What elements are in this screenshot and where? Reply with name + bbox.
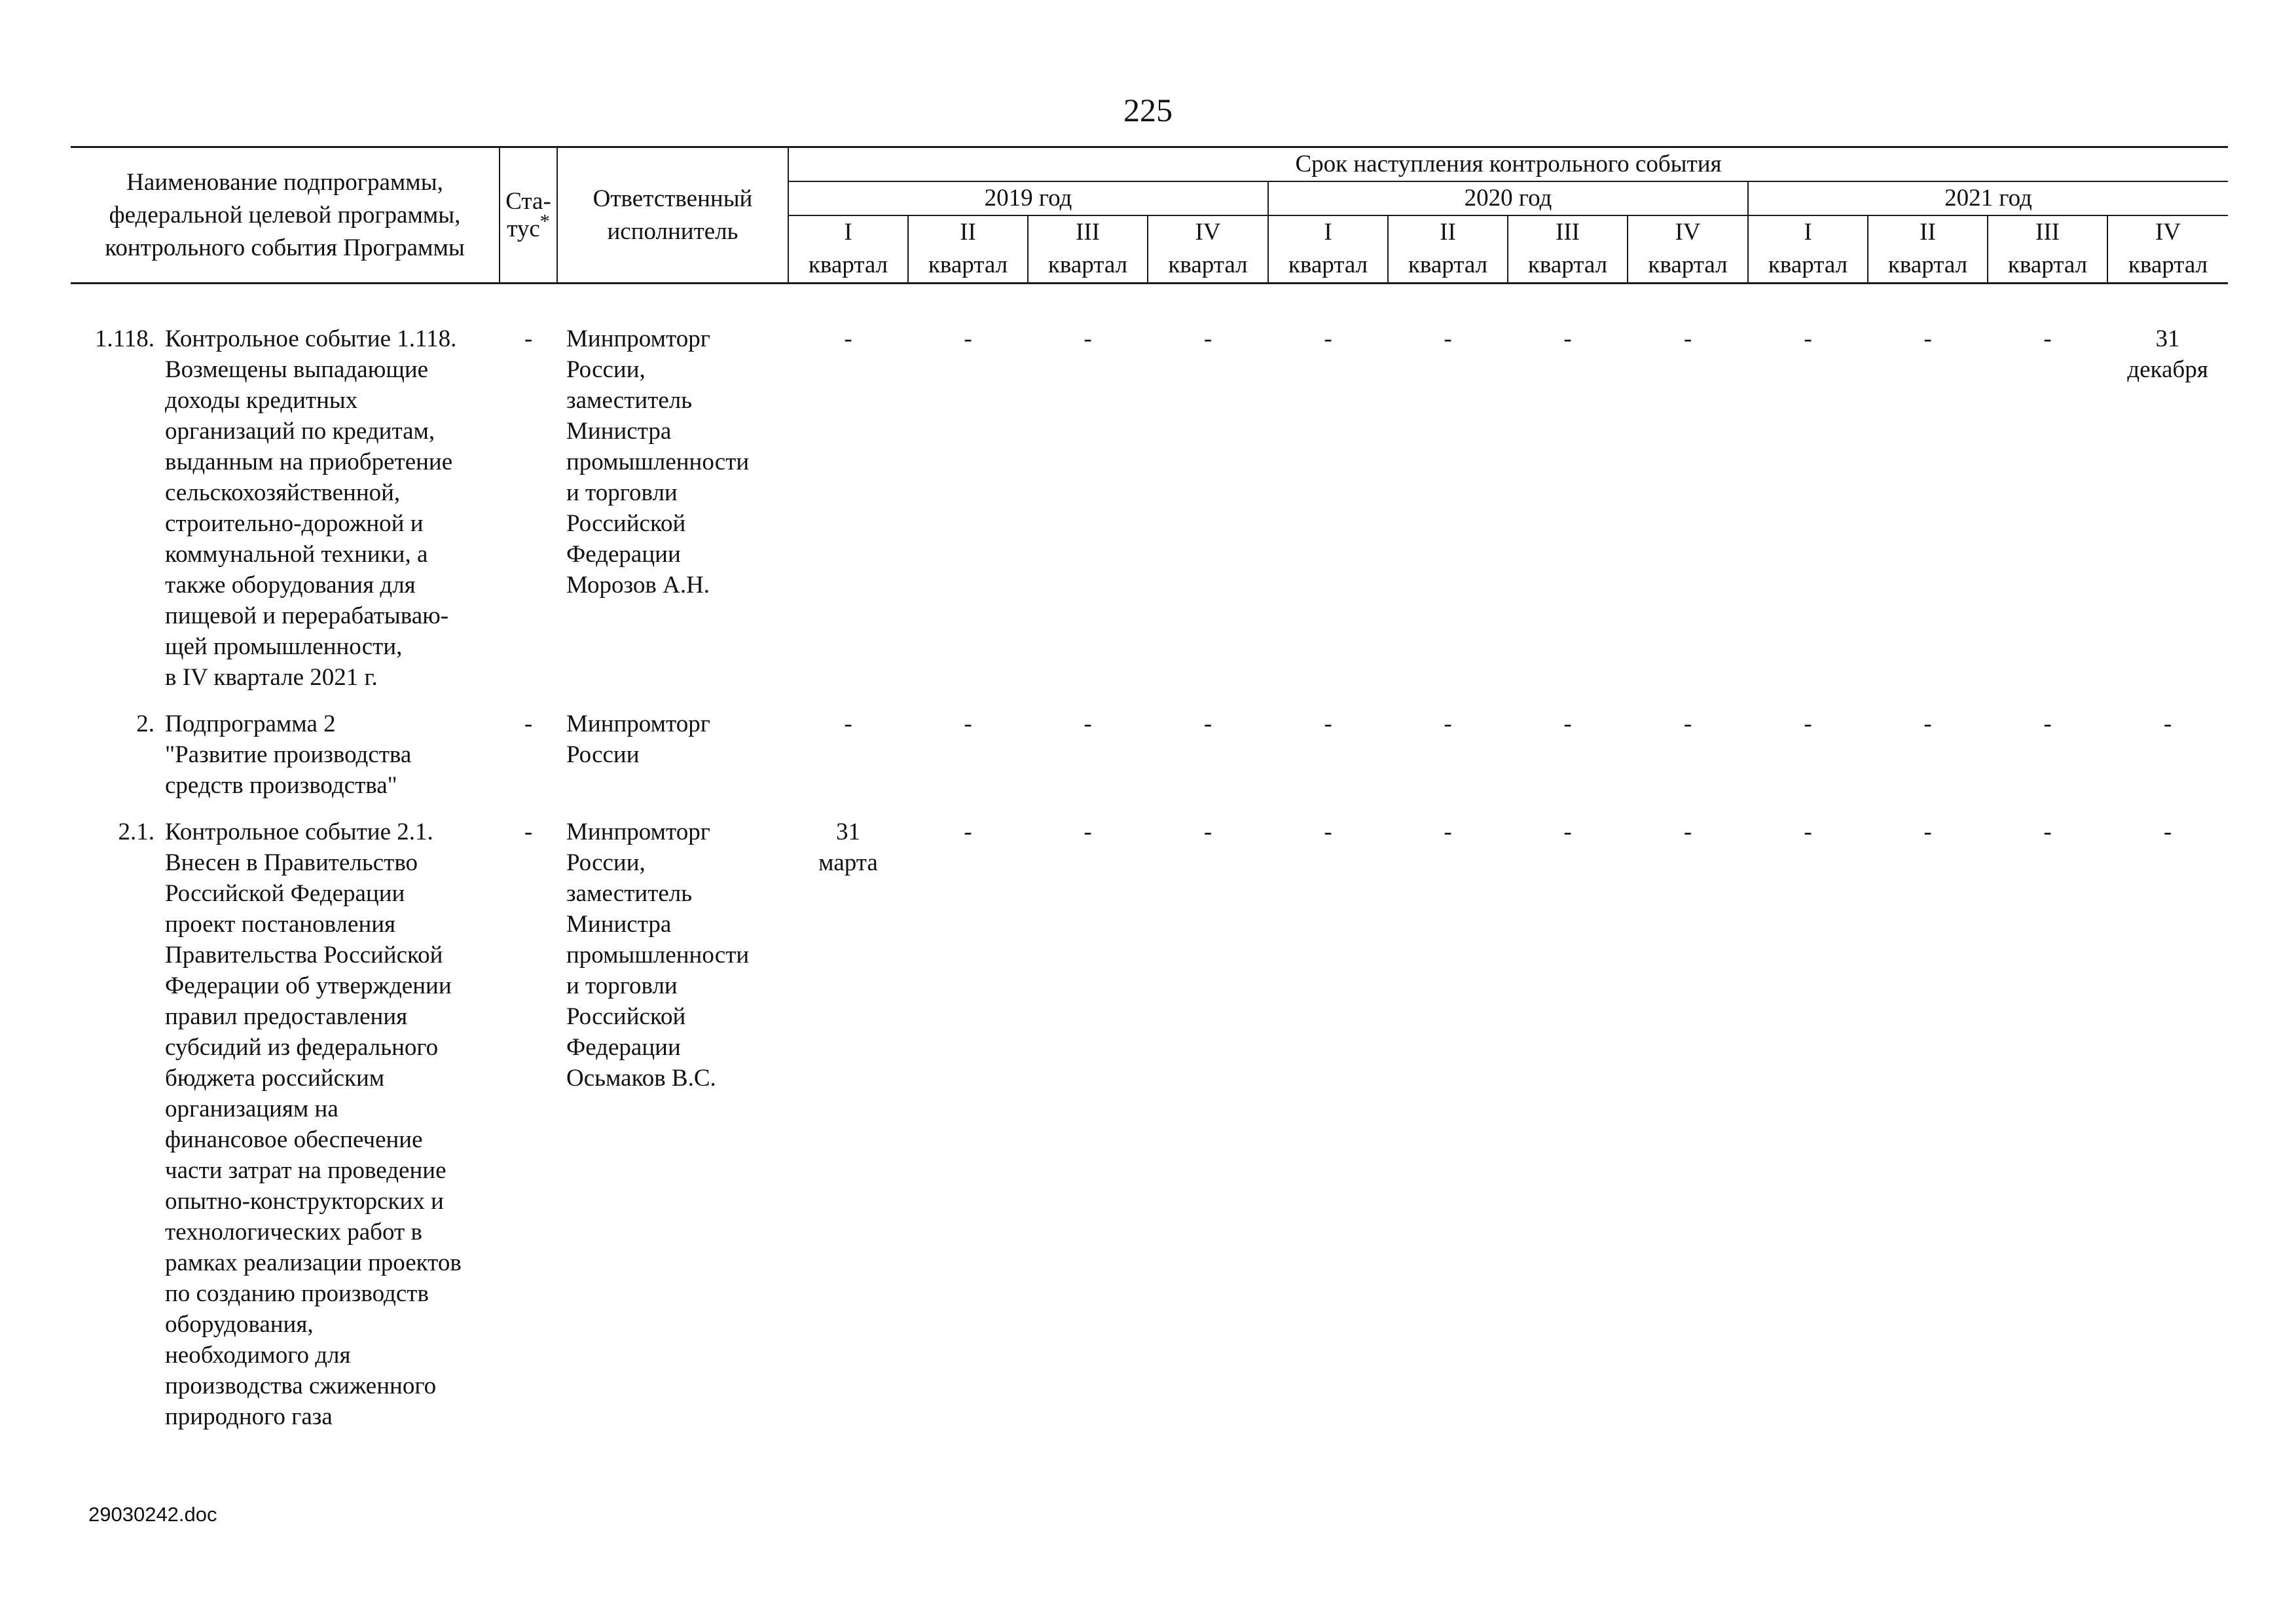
row-number: 2.1. xyxy=(118,819,155,845)
header-quarter-2019-4 xyxy=(1148,215,1268,284)
row-quarter-value: - xyxy=(1444,819,1452,845)
quarter-numeral: III xyxy=(1556,219,1580,246)
row-quarter-value: 31 декабря xyxy=(2127,325,2208,383)
row-quarter-value: - xyxy=(1563,819,1572,845)
row-quarter-value: - xyxy=(1563,325,1572,352)
header-year-2021: 2021 год xyxy=(1748,181,2228,215)
row-executor: Минпромторг России, заместитель Министра промышленности и торговли Российской Федерации Морозов А.Н. xyxy=(566,325,750,599)
row-quarter-value: - xyxy=(1923,710,1932,737)
header-year-2019: 2019 год xyxy=(788,181,1268,215)
quarter-word: квартал xyxy=(1527,251,1608,279)
row-executor: Минпромторг России, заместитель Министра промышленности и торговли Российской Федерации Осьмаков В.С. xyxy=(566,819,750,1092)
row-quarter-value: - xyxy=(1683,819,1692,845)
quarter-numeral: III xyxy=(2035,219,2060,246)
header-quarter-2021-1 xyxy=(1748,215,1868,284)
row-quarter-value: - xyxy=(1084,325,1092,352)
row-quarter-value: - xyxy=(1804,325,1812,352)
row-quarter-value: 31 марта xyxy=(818,819,878,876)
row-quarter-value: - xyxy=(2163,819,2172,845)
row-quarter-value: - xyxy=(1563,710,1572,737)
row-quarter-value: - xyxy=(1804,710,1812,737)
row-quarter-value: - xyxy=(1084,819,1092,845)
row-quarter-value: - xyxy=(1683,710,1692,737)
table-row xyxy=(71,817,2228,1432)
quarter-numeral: II xyxy=(960,219,976,246)
quarter-numeral: I xyxy=(844,219,852,246)
row-quarter-value: - xyxy=(964,710,972,737)
row-quarter-value: - xyxy=(1203,819,1212,845)
header-quarter-2020-2 xyxy=(1388,215,1508,284)
row-name: Подпрограмма 2 "Развитие производства средств производства" xyxy=(165,710,412,799)
quarter-numeral: II xyxy=(1440,219,1456,246)
row-quarter-value: - xyxy=(1444,710,1452,737)
row-quarter-value: - xyxy=(2043,819,2052,845)
row-quarter-value: - xyxy=(2043,710,2052,737)
row-quarter-value: - xyxy=(844,325,852,352)
header-quarter-2021-2 xyxy=(1868,215,1988,284)
row-name-cell xyxy=(71,709,500,801)
status-footnote-mark: * xyxy=(539,210,550,232)
quarter-numeral: IV xyxy=(1195,219,1221,246)
header-name-column: Наименование подпрограммы, федеральной целевой программы, контрольного события Программы xyxy=(71,147,500,284)
quarter-word: квартал xyxy=(1648,251,1728,279)
quarter-word: квартал xyxy=(2128,251,2208,279)
quarter-numeral: II xyxy=(1920,219,1936,246)
row-quarter-value: - xyxy=(964,325,972,352)
quarter-word: квартал xyxy=(928,251,1008,279)
row-status: - xyxy=(524,710,533,737)
row-status: - xyxy=(524,819,533,845)
header-quarter-2019-3 xyxy=(1028,215,1148,284)
header-status-column: Ста- тус* xyxy=(500,147,557,284)
control-events-table xyxy=(71,146,2228,1432)
table-row xyxy=(71,323,2228,693)
table-row xyxy=(71,709,2228,801)
quarter-word: квартал xyxy=(1408,251,1488,279)
row-quarter-value: - xyxy=(1324,325,1332,352)
header-period-title: Срок наступления контрольного события xyxy=(788,147,2228,181)
row-quarter-value: - xyxy=(1444,325,1452,352)
row-quarter-value: - xyxy=(1203,710,1212,737)
row-quarter-value: - xyxy=(1084,710,1092,737)
row-quarter-value: - xyxy=(1324,819,1332,845)
quarter-numeral: IV xyxy=(1675,219,1701,246)
header-quarter-2020-1 xyxy=(1268,215,1388,284)
row-name-cell xyxy=(71,323,500,693)
row-number: 1.118. xyxy=(94,325,155,352)
quarter-word: квартал xyxy=(1887,251,1968,279)
header-quarter-2019-2 xyxy=(908,215,1028,284)
header-year-2020: 2020 год xyxy=(1268,181,1748,215)
row-quarter-value: - xyxy=(2043,325,2052,352)
quarter-numeral: I xyxy=(1804,219,1812,246)
row-quarter-value: - xyxy=(2163,710,2172,737)
row-quarter-value: - xyxy=(1923,325,1932,352)
row-number: 2. xyxy=(136,710,155,737)
quarter-numeral: I xyxy=(1324,219,1332,246)
row-name: Контрольное событие 1.118. Возмещены выпадающие доходы кредитных организаций по кредитам, выданным на приобретение сельскохозяйственной, строительно-дорожной и коммунальной техники, а также оборудования для пищевой и перерабатываю- щей промышленности, в IV квартале 2021 г. xyxy=(165,325,457,691)
row-quarter-value: - xyxy=(1923,819,1932,845)
quarter-numeral: IV xyxy=(2155,219,2181,246)
quarter-word: квартал xyxy=(1168,251,1248,279)
header-executor-column: Ответственный исполнитель xyxy=(557,147,788,284)
row-quarter-value: - xyxy=(844,710,852,737)
header-quarter-2020-4 xyxy=(1628,215,1748,284)
quarter-word: квартал xyxy=(1288,251,1368,279)
row-name: Контрольное событие 2.1. Внесен в Правительство Российской Федерации проект постановления Правительства Российской Федерации об утверждении правил предоставления субсидий из федерального бюджета российским организациям на финансовое обеспечение части затрат на проведение опытно-конструкторских и технологических работ в рамках реализации проектов по созданию производств оборудования, необходимого для производства сжиженного природного газа xyxy=(165,819,462,1430)
header-quarter-2020-3 xyxy=(1508,215,1628,284)
quarter-word: квартал xyxy=(1768,251,1848,279)
page-number: 225 xyxy=(1123,92,1173,128)
header-quarter-2019-1 xyxy=(788,215,908,284)
quarter-word: квартал xyxy=(2007,251,2088,279)
row-quarter-value: - xyxy=(1203,325,1212,352)
row-executor: Минпромторг России xyxy=(566,710,710,768)
row-quarter-value: - xyxy=(964,819,972,845)
row-quarter-value: - xyxy=(1683,325,1692,352)
row-status: - xyxy=(524,325,533,352)
quarter-numeral: III xyxy=(1076,219,1100,246)
row-name-cell xyxy=(71,817,500,1432)
document-code: 29030242.doc xyxy=(88,1503,217,1526)
table-header xyxy=(71,147,2228,284)
quarter-word: квартал xyxy=(808,251,888,279)
row-quarter-value: - xyxy=(1804,819,1812,845)
quarter-word: квартал xyxy=(1048,251,1128,279)
row-quarter-value: - xyxy=(1324,710,1332,737)
header-quarter-2021-3 xyxy=(1988,215,2107,284)
header-quarter-2021-4 xyxy=(2107,215,2228,284)
